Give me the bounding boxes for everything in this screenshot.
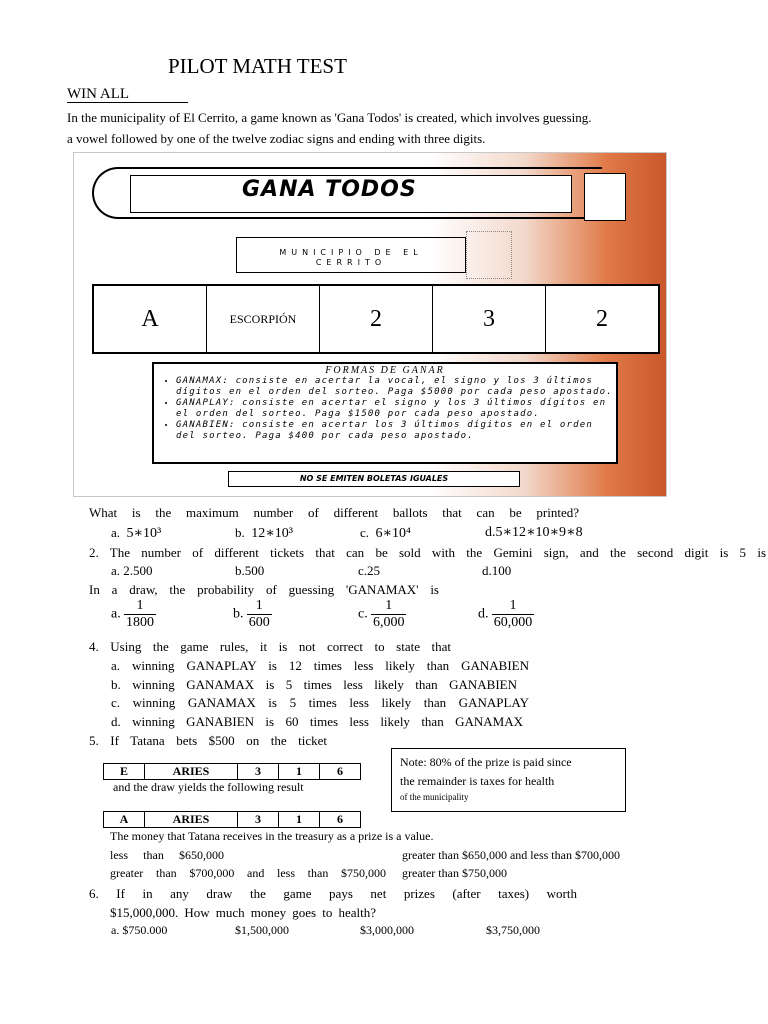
q3-c-numerator: 1 [385, 598, 393, 613]
note-box [391, 748, 626, 812]
q3-b-numerator: 1 [255, 598, 263, 613]
q4-option-a: a. winning GANAPLAY is 12 times less likely than GANABIEN [111, 658, 529, 673]
table-row [104, 764, 361, 780]
ticket-cell-digit-2: 3 [433, 286, 546, 352]
q2-option-c: c.25 [358, 563, 381, 578]
table-cell: ARIES [145, 812, 238, 828]
ways-to-win-title: FORMAS DE GANAR [325, 365, 445, 376]
ticket-cells [92, 284, 660, 354]
q1-option-d: d.5∗12∗10∗9∗8 [485, 525, 583, 540]
q5-option-4: greater than $750,000 [402, 866, 507, 880]
q4-text: 4. Using the game rules, it is not correct to state that [89, 639, 451, 654]
table-cell: ARIES [145, 764, 238, 780]
q5-text: 5. If Tatana bets $500 on the ticket [89, 733, 327, 748]
q5-question: The money that Tatana receives in the treasury as a prize is a value. [110, 829, 434, 843]
q3-d-numerator: 1 [509, 598, 517, 613]
intro-line-1: In the municipality of El Cerrito, a game known as 'Gana Todos' is created, which involves guessing. [67, 110, 592, 125]
table-cell: 1 [279, 812, 320, 828]
ticket-heading: GANA TODOS [242, 177, 417, 202]
q6-option-d: $3,750,000 [486, 923, 540, 937]
q1-option-c: c. 6∗10⁴ [360, 525, 411, 541]
municipality-label: MUNICIPIO DE EL CERRITO [279, 248, 423, 267]
ticket-cell-digit-1: 2 [320, 286, 433, 352]
q2-option-a: a. 2.500 [111, 563, 153, 578]
q3-option-b: b. $\frac{1}{600}$ [233, 598, 270, 630]
note-line-3: of the municipality [400, 792, 469, 802]
q4-option-c: c. winning GANAMAX is 5 times less likely than GANAPLAY [111, 695, 529, 710]
q6-option-c: $3,000,000 [360, 923, 414, 937]
ticket-cell-digit-3: 2 [596, 305, 608, 332]
q3-option-d: d. $\frac{1}{60,000}$ [478, 598, 533, 630]
bet-ticket-table [103, 763, 361, 780]
q2-text: 2. The number of different tickets that can be sold with the Gemini sign, and the second digit is 5 is [89, 545, 766, 560]
municipality-dotted-box [466, 231, 512, 279]
table-cell: 6 [320, 812, 361, 828]
q3-a-denominator: 1800 [125, 615, 154, 630]
q3-option-c: c. $\frac{1}{6,000}$ [358, 598, 405, 630]
q1-option-b: b. 12∗10³ [235, 525, 293, 541]
section-heading: WIN ALL [67, 86, 188, 103]
q4-option-d: d. winning GANABIEN is 60 times less likely than GANAMAX [111, 714, 523, 729]
q3-d-denominator: 60,000 [493, 615, 533, 630]
intro-line-2: a vowel followed by one of the twelve zodiac signs and ending with three digits. [67, 131, 486, 146]
q3-b-denominator: 600 [248, 615, 270, 630]
page-title: PILOT MATH TEST [168, 54, 347, 78]
table-cell: 1 [279, 764, 320, 780]
way-ganabien: • GANABIEN: consiste en acertar los 3 últimos dígitos en el orden del sorteo. Paga $400 por cada peso apostado. [176, 420, 616, 442]
ticket-cell-vowel: A [94, 286, 207, 352]
q5-mid-text: and the draw yields the following result [113, 780, 304, 794]
table-row [104, 812, 361, 828]
q5-option-2: greater than $650,000 and less than $700,000 [402, 848, 620, 862]
table-cell: 3 [238, 764, 279, 780]
table-cell: A [104, 812, 145, 828]
ticket-image [73, 152, 667, 497]
q6-line-2: $15,000,000. How much money goes to health? [110, 905, 376, 920]
ways-to-win-box [152, 362, 618, 464]
table-cell: 3 [238, 812, 279, 828]
table-cell: 6 [320, 764, 361, 780]
q4-option-b: b. winning GANAMAX is 5 times less likely than GANABIEN [111, 677, 517, 692]
ticket-footer: NO SE EMITEN BOLETAS IGUALES [228, 471, 520, 487]
draw-result-table [103, 811, 361, 828]
q1-option-a: a. 5∗10³ [111, 525, 162, 541]
q2-option-d: d.100 [482, 563, 512, 578]
q5-option-1: less than $650,000 [110, 848, 224, 862]
q6-line-1: 6. If in any draw the game pays net prizes (after taxes) worth [89, 886, 577, 901]
table-cell: E [104, 764, 145, 780]
q6-option-a: a. $750.000 [111, 923, 168, 937]
q3-c-denominator: 6,000 [372, 615, 405, 630]
q3-a-numerator: 1 [136, 598, 144, 613]
note-line-2: the remainder is taxes for health [400, 774, 555, 788]
note-line-1: Note: 80% of the prize is paid since [400, 755, 572, 769]
way-ganaplay: • GANAPLAY: consiste en acertar el signo y los 3 últimos dígitos en el orden del sorteo. Paga $1500 por cada peso apostado. [176, 398, 616, 420]
q2-option-b: b.500 [235, 563, 265, 578]
q5-option-3: greater than $700,000 and less than $750,000 [110, 866, 386, 880]
q3-text: In a draw, the probability of guessing 'GANAMAX' is [89, 582, 439, 597]
ticket-cell-sign: ESCORPIÓN [207, 286, 320, 352]
ticket-heading-tab [584, 173, 626, 221]
q3-option-a: a. $\frac{1}{1800}$ [111, 598, 154, 630]
q6-option-b: $1,500,000 [235, 923, 289, 937]
way-ganamax: • GANAMAX: consiste en acertar la vocal, el signo y los 3 últimos dígitos en el orden del sorteo. Paga $5000 por cada peso apostado. [176, 376, 616, 398]
q1-text: What is the maximum number of different ballots that can be printed? [89, 505, 579, 520]
